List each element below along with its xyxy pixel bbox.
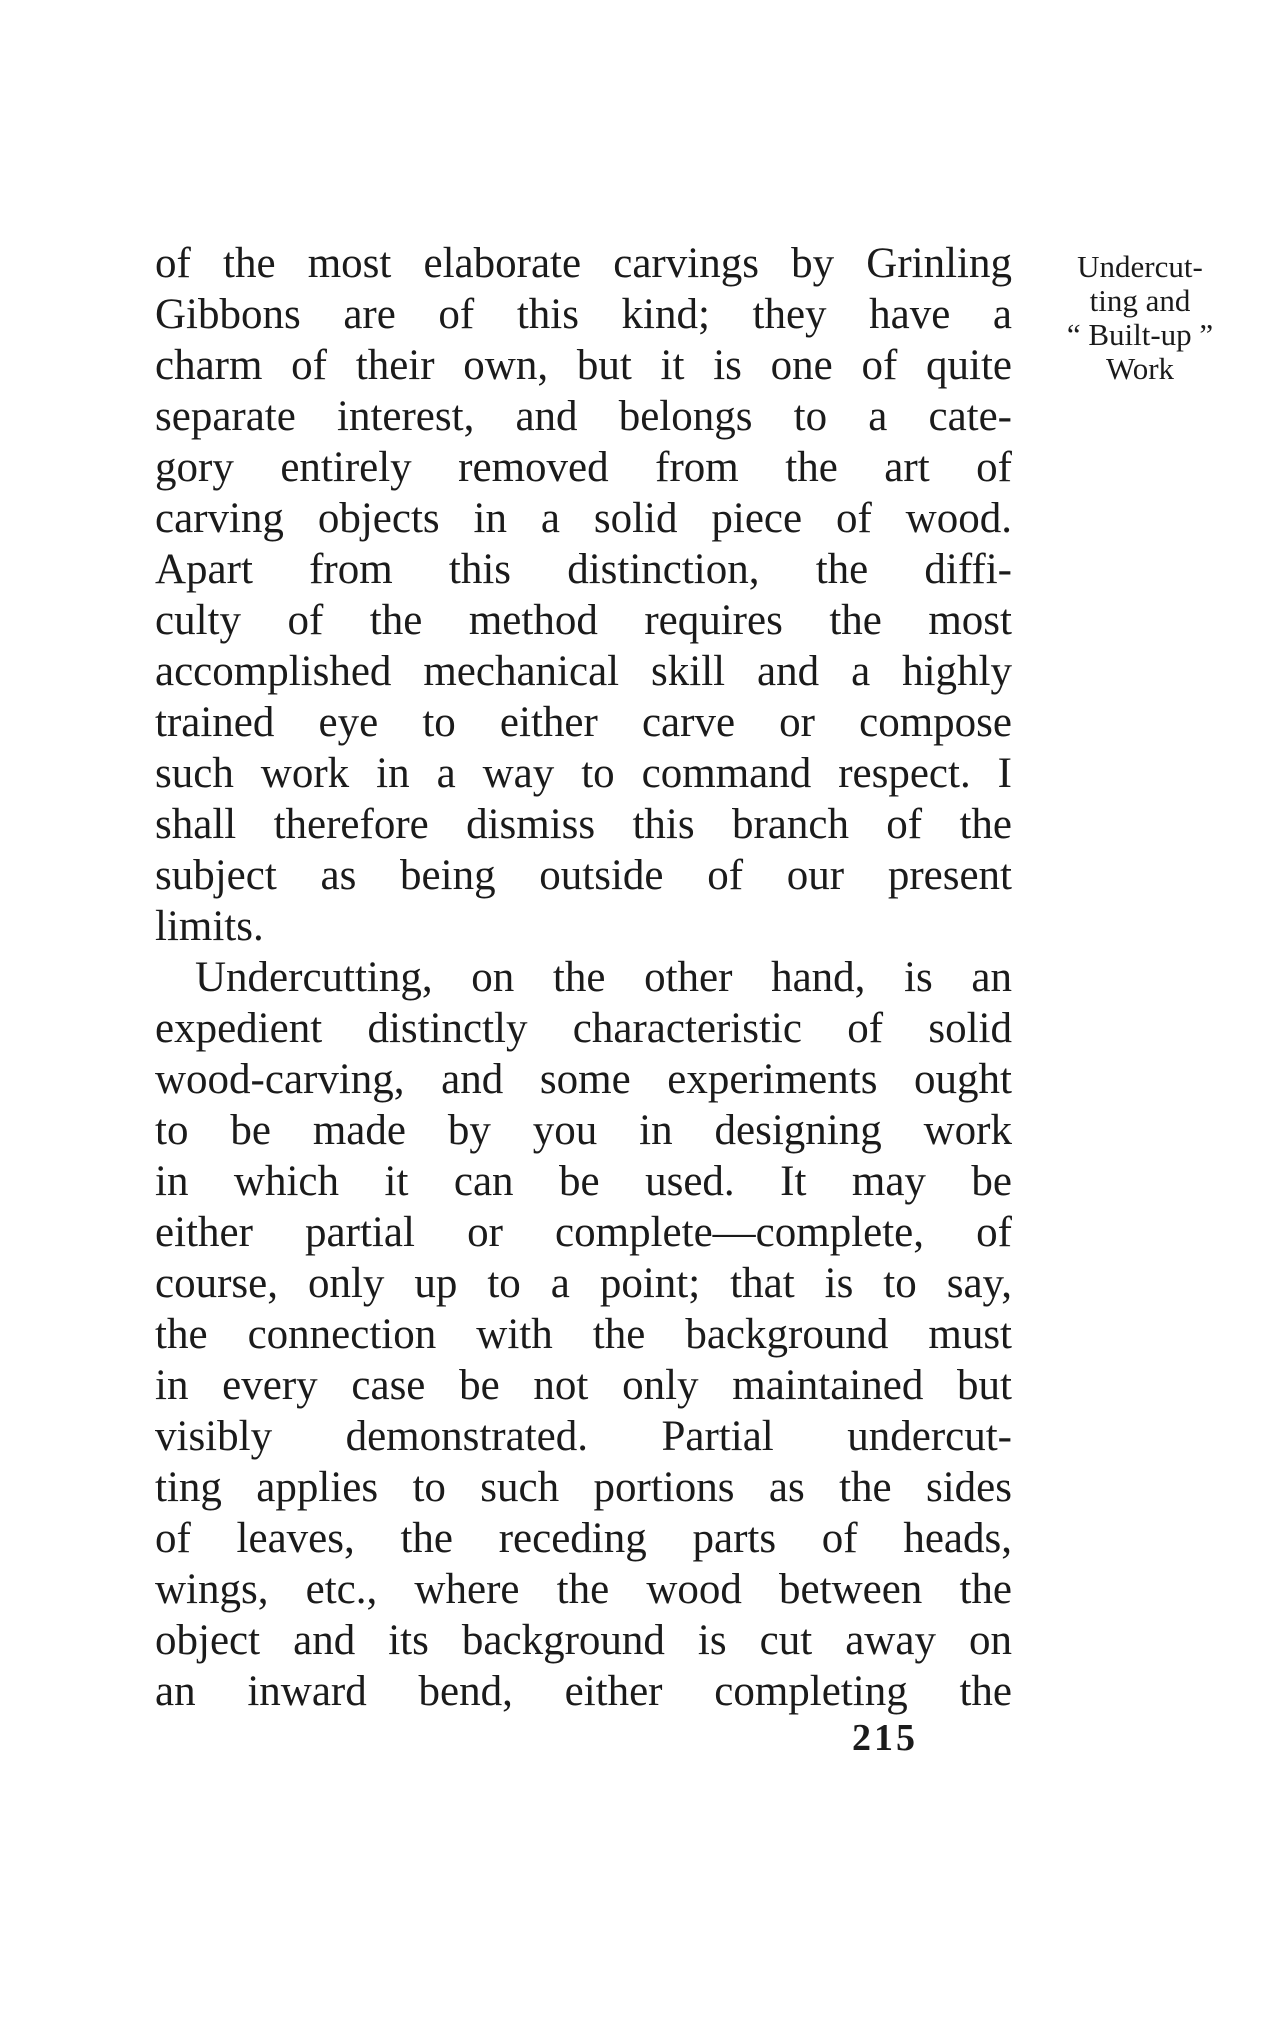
text-line: carving objects in a solid piece of wood. xyxy=(155,495,1012,542)
text-line: subject as being outside of our present xyxy=(155,852,1012,899)
text-line: in every case be not only maintained but xyxy=(155,1362,1012,1409)
margin-note-line: Work xyxy=(1105,351,1175,386)
text-line: course, only up to a point; that is to say, xyxy=(155,1260,1012,1307)
text-line: separate interest, and belongs to a cate- xyxy=(155,393,1012,440)
text-line: shall therefore dismiss this branch of the xyxy=(155,801,1012,848)
text-line: visibly demonstrated. Partial undercut- xyxy=(155,1413,1012,1460)
text-line: the connection with the background must xyxy=(155,1311,1012,1358)
text-line: Gibbons are of this kind; they have a xyxy=(155,291,1012,338)
text-line: an inward bend, either completing the xyxy=(155,1668,1012,1715)
text-line: either partial or complete—complete, of xyxy=(155,1209,1012,1256)
text-line: in which it can be used. It may be xyxy=(155,1158,1012,1205)
page-number: 215 xyxy=(852,1717,918,1759)
text-line: such work in a way to command respect. I xyxy=(155,750,1012,797)
text-line: ting applies to such portions as the sides xyxy=(155,1464,1012,1511)
margin-note-line: Undercut- xyxy=(1077,249,1203,284)
paragraph-1 xyxy=(155,238,1012,952)
text-line: object and its background is cut away on xyxy=(155,1617,1012,1664)
text-line: Undercutting, on the other hand, is an xyxy=(195,954,1012,1001)
margin-note-line: “ Built-up ” xyxy=(1066,317,1214,352)
text-line: expedient distinctly characteristic of solid xyxy=(155,1005,1012,1052)
margin-note xyxy=(1025,250,1255,386)
text-line: of leaves, the receding parts of heads, xyxy=(155,1515,1012,1562)
text-line: charm of their own, but it is one of quite xyxy=(155,342,1012,389)
text-line: culty of the method requires the most xyxy=(155,597,1012,644)
text-line: gory entirely removed from the art of xyxy=(155,444,1012,491)
text-line: trained eye to either carve or compose xyxy=(155,699,1012,746)
text-line: limits. xyxy=(155,903,264,950)
text-line: accomplished mechanical skill and a highly xyxy=(155,648,1012,695)
paragraph-2 xyxy=(155,952,1012,1717)
body-text xyxy=(155,238,1012,1717)
margin-note-line: ting and xyxy=(1089,283,1191,318)
text-line: to be made by you in designing work xyxy=(155,1107,1012,1154)
text-line: of the most elaborate carvings by Grinling xyxy=(155,240,1012,287)
text-line: wood-carving, and some experiments ought xyxy=(155,1056,1012,1103)
text-line: Apart from this distinction, the diffi- xyxy=(155,546,1012,593)
text-line: wings, etc., where the wood between the xyxy=(155,1566,1012,1613)
